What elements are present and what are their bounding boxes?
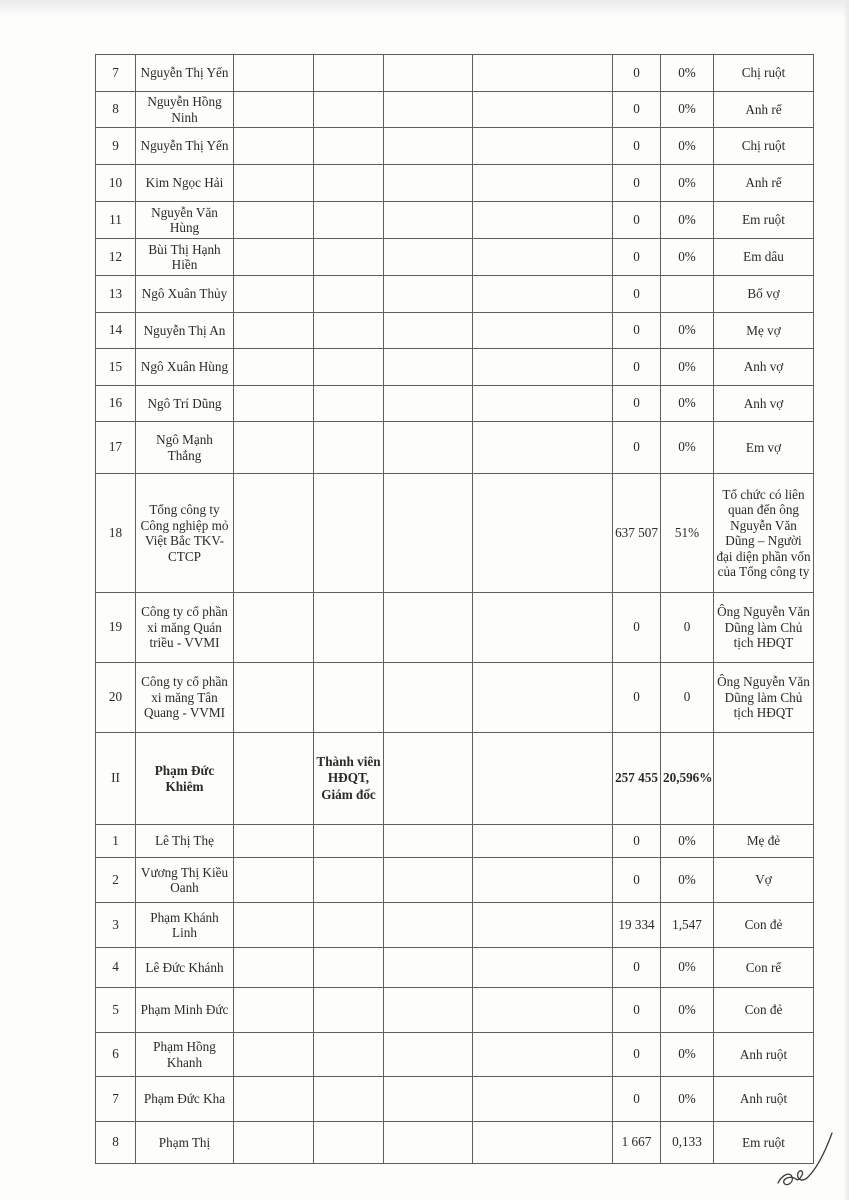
name-cell: Phạm Minh Đức: [136, 988, 234, 1033]
ratio-cell: 0%: [661, 988, 714, 1033]
name-cell: Ngô Mạnh Thắng: [136, 422, 234, 474]
table-row: [96, 903, 814, 948]
stt-cell: 14: [96, 313, 136, 349]
empty-cell: [473, 825, 613, 858]
empty-cell: [473, 349, 613, 386]
empty-cell: [473, 128, 613, 165]
empty-cell: [384, 474, 473, 593]
empty-cell: [234, 988, 314, 1033]
shares-cell: 0: [613, 386, 661, 422]
ratio-cell: 1,547: [661, 903, 714, 948]
table-row: [96, 202, 814, 239]
table-row: [96, 55, 814, 92]
related-persons-table: [95, 54, 814, 1164]
stt-cell: 8: [96, 1122, 136, 1164]
table-row: [96, 165, 814, 202]
shares-cell: 0: [613, 128, 661, 165]
table-row: [96, 1033, 814, 1077]
empty-cell: [384, 349, 473, 386]
empty-cell: [234, 349, 314, 386]
empty-cell: [384, 128, 473, 165]
name-cell: Tổng công ty Công nghiệp mỏ Việt Bắc TKV-CTCP: [136, 474, 234, 593]
relation-cell: Anh ruột: [714, 1033, 814, 1077]
table-row: [96, 1122, 814, 1164]
empty-cell: [473, 988, 613, 1033]
ratio-cell: 0%: [661, 825, 714, 858]
shares-cell: 19 334: [613, 903, 661, 948]
stt-cell: 9: [96, 128, 136, 165]
ratio-cell: 0%: [661, 858, 714, 903]
name-cell: Công ty cổ phần xi măng Quán triều - VVMI: [136, 593, 234, 663]
name-cell: Kim Ngọc Hải: [136, 165, 234, 202]
shares-cell: 0: [613, 92, 661, 128]
empty-cell: [234, 92, 314, 128]
relation-cell: Ông Nguyễn Văn Dũng làm Chủ tịch HĐQT: [714, 593, 814, 663]
table-row: [96, 474, 814, 593]
stt-cell: 3: [96, 903, 136, 948]
relation-cell: Em vợ: [714, 422, 814, 474]
empty-cell: [473, 239, 613, 276]
shares-cell: 0: [613, 1033, 661, 1077]
shares-cell: 637 507: [613, 474, 661, 593]
table-row: [96, 948, 814, 988]
name-cell: Ngô Xuân Thủy: [136, 276, 234, 313]
relation-cell: [714, 733, 814, 825]
empty-cell: [473, 858, 613, 903]
shares-cell: 0: [613, 1077, 661, 1122]
empty-cell: [234, 663, 314, 733]
name-cell: Nguyễn Thị An: [136, 313, 234, 349]
table-row: [96, 733, 814, 825]
empty-cell: [384, 422, 473, 474]
relation-cell: Mẹ đẻ: [714, 825, 814, 858]
empty-cell: [234, 1122, 314, 1164]
ratio-cell: 0%: [661, 202, 714, 239]
table-row: [96, 239, 814, 276]
empty-cell: [234, 593, 314, 663]
empty-cell: [234, 903, 314, 948]
table-row: [96, 313, 814, 349]
relation-cell: Anh ruột: [714, 1077, 814, 1122]
empty-cell: [384, 55, 473, 92]
empty-cell: [234, 948, 314, 988]
relation-cell: Em ruột: [714, 1122, 814, 1164]
ratio-cell: 0%: [661, 165, 714, 202]
shares-cell: 0: [613, 422, 661, 474]
empty-cell: [234, 165, 314, 202]
empty-cell: [384, 313, 473, 349]
ratio-cell: 0%: [661, 239, 714, 276]
ratio-cell: 0%: [661, 313, 714, 349]
empty-cell: [234, 239, 314, 276]
ratio-cell: [661, 276, 714, 313]
stt-cell: 12: [96, 239, 136, 276]
name-cell: Phạm Hồng Khanh: [136, 1033, 234, 1077]
empty-cell: [384, 1033, 473, 1077]
position-cell: [314, 128, 384, 165]
position-cell: [314, 422, 384, 474]
relation-cell: Ông Nguyễn Văn Dũng làm Chủ tịch HĐQT: [714, 663, 814, 733]
table-row: [96, 593, 814, 663]
stt-cell: 19: [96, 593, 136, 663]
empty-cell: [234, 733, 314, 825]
ratio-cell: 0%: [661, 422, 714, 474]
stt-cell: 18: [96, 474, 136, 593]
stt-cell: 7: [96, 1077, 136, 1122]
empty-cell: [473, 165, 613, 202]
empty-cell: [234, 128, 314, 165]
ratio-cell: 0%: [661, 349, 714, 386]
shares-cell: 1 667: [613, 1122, 661, 1164]
name-cell: Phạm Khánh Linh: [136, 903, 234, 948]
stt-cell: 17: [96, 422, 136, 474]
page-edge-shadow-right: [843, 0, 849, 1200]
empty-cell: [234, 825, 314, 858]
empty-cell: [384, 1077, 473, 1122]
stt-cell: 20: [96, 663, 136, 733]
relation-cell: Con đẻ: [714, 903, 814, 948]
empty-cell: [473, 276, 613, 313]
position-cell: [314, 202, 384, 239]
stt-cell: 5: [96, 988, 136, 1033]
empty-cell: [473, 1122, 613, 1164]
relation-cell: Anh rể: [714, 165, 814, 202]
shares-cell: 0: [613, 55, 661, 92]
empty-cell: [384, 1122, 473, 1164]
empty-cell: [473, 1033, 613, 1077]
shares-cell: 0: [613, 313, 661, 349]
empty-cell: [234, 1033, 314, 1077]
name-cell: Phạm Đức Khiêm: [136, 733, 234, 825]
empty-cell: [234, 276, 314, 313]
empty-cell: [384, 988, 473, 1033]
table-row: [96, 422, 814, 474]
position-cell: [314, 239, 384, 276]
stt-cell: 11: [96, 202, 136, 239]
position-cell: [314, 858, 384, 903]
stt-cell: 8: [96, 92, 136, 128]
name-cell: Ngô Xuân Hùng: [136, 349, 234, 386]
ratio-cell: 0%: [661, 92, 714, 128]
ratio-cell: 0: [661, 663, 714, 733]
empty-cell: [384, 663, 473, 733]
empty-cell: [384, 948, 473, 988]
ratio-cell: 51%: [661, 474, 714, 593]
position-cell: [314, 349, 384, 386]
empty-cell: [234, 858, 314, 903]
relation-cell: Chị ruột: [714, 128, 814, 165]
position-cell: [314, 1077, 384, 1122]
shares-cell: 0: [613, 276, 661, 313]
ratio-cell: 0%: [661, 55, 714, 92]
relation-cell: Tổ chức có liên quan đến ông Nguyễn Văn Dũng – Người đại diện phần vốn của Tổng công ty: [714, 474, 814, 593]
ratio-cell: 20,596%: [661, 733, 714, 825]
page-edge-shadow: [0, 0, 849, 18]
table-row: [96, 92, 814, 128]
name-cell: Nguyễn Thị Yến: [136, 128, 234, 165]
relation-cell: Con đẻ: [714, 988, 814, 1033]
relation-cell: Mẹ vợ: [714, 313, 814, 349]
position-cell: [314, 593, 384, 663]
name-cell: Bùi Thị Hạnh Hiền: [136, 239, 234, 276]
name-cell: Công ty cổ phần xi măng Tân Quang - VVMI: [136, 663, 234, 733]
empty-cell: [473, 313, 613, 349]
position-cell: [314, 903, 384, 948]
empty-cell: [473, 903, 613, 948]
name-cell: Vương Thị Kiều Oanh: [136, 858, 234, 903]
empty-cell: [234, 422, 314, 474]
ratio-cell: 0: [661, 593, 714, 663]
shares-cell: 0: [613, 988, 661, 1033]
name-cell: Nguyễn Thị Yến: [136, 55, 234, 92]
empty-cell: [473, 202, 613, 239]
table-row: [96, 386, 814, 422]
position-cell: [314, 474, 384, 593]
name-cell: Nguyễn Hồng Ninh: [136, 92, 234, 128]
relation-cell: Anh vợ: [714, 386, 814, 422]
empty-cell: [234, 1077, 314, 1122]
shares-cell: 0: [613, 858, 661, 903]
shares-cell: 257 455: [613, 733, 661, 825]
empty-cell: [384, 593, 473, 663]
shares-cell: 0: [613, 825, 661, 858]
stt-cell: 7: [96, 55, 136, 92]
shares-cell: 0: [613, 948, 661, 988]
empty-cell: [384, 276, 473, 313]
empty-cell: [234, 474, 314, 593]
empty-cell: [234, 202, 314, 239]
position-cell: [314, 55, 384, 92]
position-cell: Thành viên HĐQT, Giám đốc: [314, 733, 384, 825]
relation-cell: Chị ruột: [714, 55, 814, 92]
ratio-cell: 0,133: [661, 1122, 714, 1164]
empty-cell: [384, 825, 473, 858]
position-cell: [314, 313, 384, 349]
relation-cell: Anh vợ: [714, 349, 814, 386]
shares-cell: 0: [613, 239, 661, 276]
position-cell: [314, 92, 384, 128]
name-cell: Ngô Trí Dũng: [136, 386, 234, 422]
relation-cell: Anh rể: [714, 92, 814, 128]
empty-cell: [234, 313, 314, 349]
empty-cell: [473, 92, 613, 128]
relation-cell: Em dâu: [714, 239, 814, 276]
empty-cell: [384, 858, 473, 903]
table-row: [96, 1077, 814, 1122]
empty-cell: [473, 1077, 613, 1122]
empty-cell: [473, 386, 613, 422]
stt-cell: II: [96, 733, 136, 825]
shares-cell: 0: [613, 165, 661, 202]
empty-cell: [473, 55, 613, 92]
relation-cell: Vợ: [714, 858, 814, 903]
ratio-cell: 0%: [661, 386, 714, 422]
ratio-cell: 0%: [661, 948, 714, 988]
empty-cell: [384, 903, 473, 948]
stt-cell: 1: [96, 825, 136, 858]
position-cell: [314, 1122, 384, 1164]
empty-cell: [473, 948, 613, 988]
stt-cell: 15: [96, 349, 136, 386]
relation-cell: Bố vợ: [714, 276, 814, 313]
relation-cell: Em ruột: [714, 202, 814, 239]
name-cell: Phạm Đức Kha: [136, 1077, 234, 1122]
name-cell: Nguyễn Văn Hùng: [136, 202, 234, 239]
stt-cell: 2: [96, 858, 136, 903]
position-cell: [314, 165, 384, 202]
empty-cell: [473, 474, 613, 593]
empty-cell: [384, 386, 473, 422]
shares-cell: 0: [613, 202, 661, 239]
empty-cell: [384, 733, 473, 825]
position-cell: [314, 988, 384, 1033]
table-row: [96, 988, 814, 1033]
stt-cell: 6: [96, 1033, 136, 1077]
name-cell: Lê Đức Khánh: [136, 948, 234, 988]
position-cell: [314, 276, 384, 313]
table-row: [96, 128, 814, 165]
relation-cell: Con rể: [714, 948, 814, 988]
name-cell: Lê Thị Thẹ: [136, 825, 234, 858]
position-cell: [314, 1033, 384, 1077]
shares-cell: 0: [613, 349, 661, 386]
ratio-cell: 0%: [661, 1033, 714, 1077]
empty-cell: [473, 593, 613, 663]
empty-cell: [384, 202, 473, 239]
position-cell: [314, 663, 384, 733]
table-row: [96, 825, 814, 858]
position-cell: [314, 386, 384, 422]
signature-mark: [770, 1125, 840, 1195]
table-row: [96, 858, 814, 903]
shares-cell: 0: [613, 663, 661, 733]
empty-cell: [473, 422, 613, 474]
empty-cell: [384, 165, 473, 202]
empty-cell: [473, 733, 613, 825]
shares-cell: 0: [613, 593, 661, 663]
table-row: [96, 663, 814, 733]
table-row: [96, 276, 814, 313]
empty-cell: [473, 663, 613, 733]
ratio-cell: 0%: [661, 128, 714, 165]
stt-cell: 16: [96, 386, 136, 422]
empty-cell: [384, 92, 473, 128]
stt-cell: 13: [96, 276, 136, 313]
position-cell: [314, 948, 384, 988]
stt-cell: 4: [96, 948, 136, 988]
stt-cell: 10: [96, 165, 136, 202]
empty-cell: [234, 55, 314, 92]
position-cell: [314, 825, 384, 858]
ratio-cell: 0%: [661, 1077, 714, 1122]
name-cell: Phạm Thị: [136, 1122, 234, 1164]
empty-cell: [234, 386, 314, 422]
table-row: [96, 349, 814, 386]
empty-cell: [384, 239, 473, 276]
